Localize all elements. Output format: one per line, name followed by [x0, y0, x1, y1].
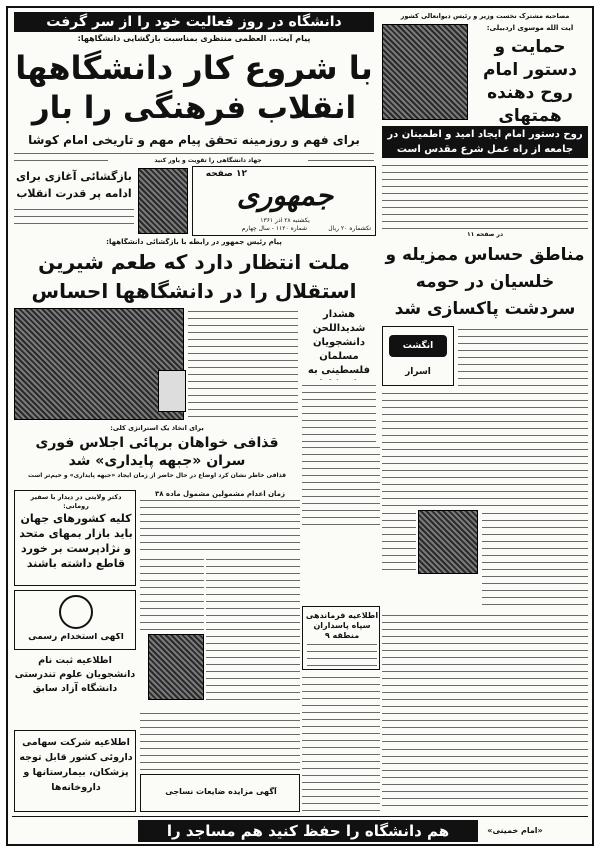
right-interview-body [382, 162, 588, 230]
fingers-label: انگشت [389, 335, 447, 357]
reopening-headline: بازگشائی آغازی برای ادامه پر قدرت انقلاب [14, 168, 134, 204]
masthead [192, 166, 376, 236]
company-box [14, 730, 136, 812]
main-headline-line1: با شروع کار دانشگاهها [15, 49, 373, 87]
registration-notice: اطلاعیه ثبت نام دانشجویان علوم تندرستی دانشگاه آزاد سابق [14, 655, 136, 694]
top-left-subtitle: پیام آیت... العظمی منتظری بمناسبت بازگشایی دانشگاهها: [77, 34, 311, 43]
right-ref-page: در صفحه ۱۱ [466, 231, 504, 238]
secrets-box [382, 326, 454, 386]
summit-pre: برای اتخاذ یک استراتژی کلی: [110, 424, 204, 432]
velayati-box [14, 490, 136, 586]
middle-column-text [302, 444, 380, 526]
top-left-banner: دانشگاه در روز فعالیت خود را از سر گرفت [14, 12, 374, 32]
masthead-number: شماره ۱۱۲۰ - سال چهارم [241, 225, 307, 232]
big-headline: ملت انتظار دارد که طعم شیرین استقلال را در دانشگاهها احساس [31, 250, 357, 303]
right-bottom-text [382, 612, 588, 742]
right-lower-text [482, 510, 588, 608]
ayatollah-label: آیت الله موسوی اردبیلی: [486, 24, 574, 32]
interview-label: مصاحبه مشترک نخست وزیر و رئیس دیوانعالی کشور [400, 12, 570, 20]
speech-body-text [188, 308, 298, 420]
lower-right-text [382, 746, 588, 812]
sepah-notice: اطلاعیه فرماندهی سپاه پاسداران منطقه ۹ [305, 611, 379, 640]
right-column-body [382, 390, 588, 508]
hiring-box [14, 590, 136, 650]
company-notice: اطلاعیه شرکت سهامی داروئی کشور قابل توجه پزشکان، بیمارستانها و داروخانه‌ها [19, 737, 133, 793]
university-seal-icon [59, 595, 93, 629]
secrets-label: اسرار [405, 367, 431, 377]
martyr-photo [418, 510, 478, 574]
right-subheadline-bar: روح دستور امام ایجاد امید و اطمینان در جامعه از راه عمل شرع مقدس است [382, 126, 588, 158]
main-headline-line2: انقلاب فرهنگی را بار [31, 90, 357, 126]
right-column-headline: مناطق حساس ممزیله و خلسیان در حومه سردشت پاکسازی شد [385, 245, 585, 319]
masthead-date: یکشنبه ۲۸ آذر ۱۳۶۱ [260, 217, 310, 224]
military-report-text [458, 326, 588, 396]
main-sub-small: جهاد دانشگاهی را تقویت و یاور کنید [108, 156, 308, 165]
masthead-pages: ۱۲ صفحه [205, 169, 247, 179]
martyr-side-text [382, 510, 416, 576]
execution-headline: زمان اعدام مشمولین مشمول ماده ۳۸ [140, 490, 300, 500]
middle-lower-text-2 [140, 556, 204, 630]
right-headline: حمایت و دستور امام روح دهنده همتهای [483, 37, 577, 126]
auction-box [140, 774, 300, 812]
khomeini-poster [158, 370, 186, 412]
warning-body [302, 382, 376, 442]
summit-sub: قذافی خاطر نشان کرد اوضاع در حال حاضر از زمان ایجاد «جبهه پایداری» و خیم‌تر است [27, 472, 287, 479]
bottom-banner: هم دانشگاه را حفظ کنید هم مساجد را [138, 820, 478, 842]
newspaper-front-page [6, 6, 594, 846]
sepah-body [307, 641, 377, 667]
ayatollah-photo [382, 24, 468, 120]
reopening-body-text [14, 206, 134, 228]
main-subheadline: برای فهم و روزمینه تحقق پیام مهم و تاریخی امام کوشا [28, 133, 360, 147]
velayati-pre: دکتر ولایتی در دیدار با سفیر رومانی: [30, 493, 122, 510]
khamenei-message-label: پیام رئیس جمهور در رابطه با بازگشائی دانشگاهها: [106, 238, 282, 246]
bottom-rule [12, 816, 588, 817]
middle-lower-text [206, 556, 300, 706]
bottom-quote: «امام خمینی» [487, 826, 543, 835]
velayati-headline: کلیه کشورهای جهان باید بازار بمهای متحد و نژادپرست بر خورد قاطع داشته باشند [19, 512, 133, 570]
warning-box: هشدار شدیداللحن دانشجویان مسلمان فلسطینی به [307, 309, 371, 376]
auction-notice: آگهی مزایده ضایعات نساجی [165, 787, 277, 796]
hiring-notice: آگهی استخدام رسمی [28, 633, 124, 642]
lower-middle-text [140, 710, 300, 770]
commander-photo [148, 634, 204, 700]
masthead-title: جمهوری [236, 179, 334, 212]
masthead-price: تکشماره ۲۰ ریال [328, 225, 371, 232]
sepah-box [302, 606, 380, 670]
khomeini-portrait [138, 168, 188, 234]
lower-center-text [302, 674, 380, 812]
summit-headline: قذافی خواهان برپائی اجلاس فوری سران «جبهه پایداری» شد [35, 435, 279, 469]
